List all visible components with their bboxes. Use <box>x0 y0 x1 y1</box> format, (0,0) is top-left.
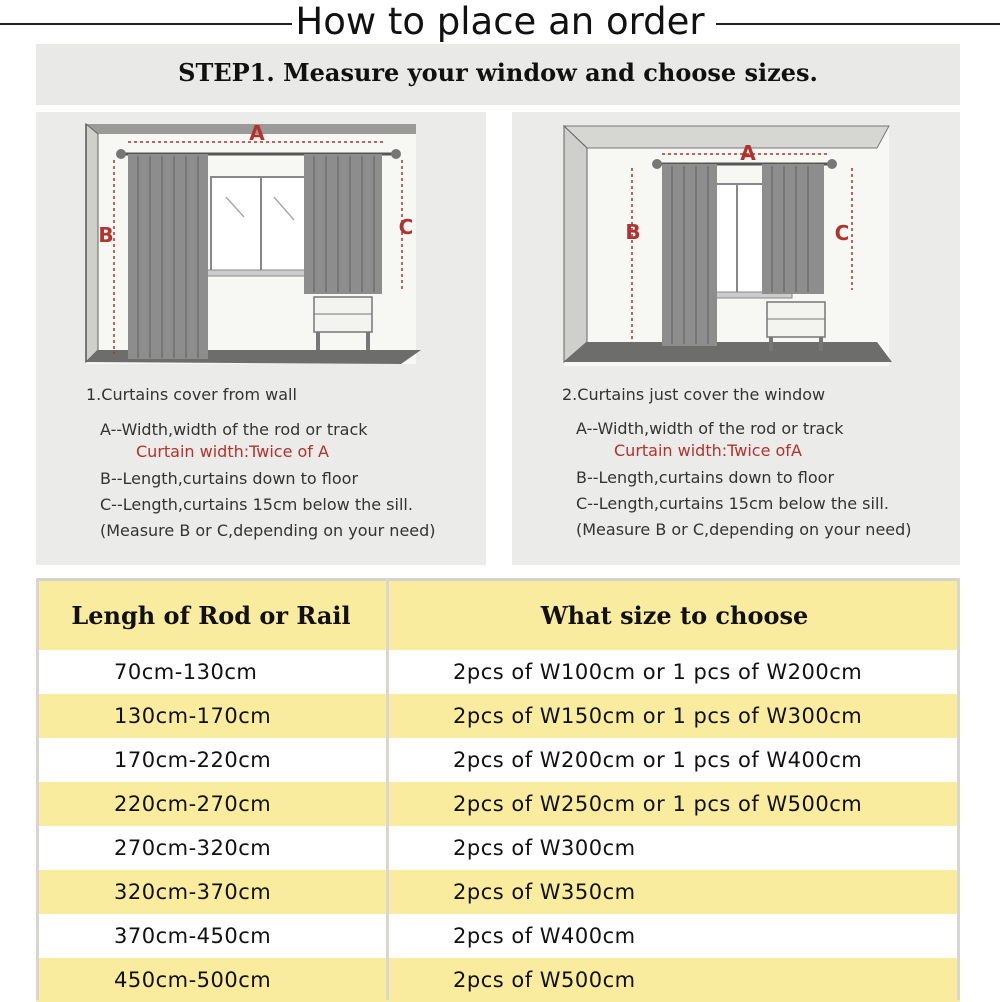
rod-length-cell: 370cm-450cm <box>114 924 272 948</box>
size-cell: 2pcs of W150cm or 1 pcs of W300cm <box>453 704 863 728</box>
size-table <box>36 578 960 1000</box>
label-a: A <box>740 141 756 165</box>
caption-line: (Measure B or C,depending on your need) <box>576 520 912 539</box>
table-column-divider <box>386 578 389 1000</box>
rod-length-cell: 450cm-500cm <box>114 968 272 992</box>
diagram-window-curtains <box>512 112 960 382</box>
step-banner <box>36 44 960 105</box>
size-cell: 2pcs of W400cm <box>453 924 636 948</box>
panel-heading: 1.Curtains cover from wall <box>86 385 297 404</box>
table-row <box>36 958 960 1002</box>
table-row <box>36 870 960 914</box>
table-row <box>36 826 960 870</box>
caption-line: B--Length,curtains down to floor <box>576 468 835 487</box>
label-b: B <box>98 223 114 247</box>
step-heading: STEP1. Measure your window and choose sizes. <box>178 58 818 87</box>
column-header-size: What size to choose <box>540 601 809 630</box>
caption-line: B--Length,curtains down to floor <box>100 469 359 488</box>
panel-heading: 2.Curtains just cover the window <box>562 385 826 404</box>
caption-line-highlight: Curtain width:Twice of A <box>136 442 329 461</box>
size-cell: 2pcs of W300cm <box>453 836 636 860</box>
rod-length-cell: 220cm-270cm <box>114 792 272 816</box>
table-border-right <box>957 578 960 1000</box>
size-cell: 2pcs of W500cm <box>453 968 636 992</box>
table-row <box>36 650 960 694</box>
rod-length-cell: 270cm-320cm <box>114 836 272 860</box>
caption-line: (Measure B or C,depending on your need) <box>100 521 436 540</box>
size-cell: 2pcs of W100cm or 1 pcs of W200cm <box>453 660 863 684</box>
label-b: B <box>625 220 641 244</box>
table-row <box>36 738 960 782</box>
column-header-rod-length: Lengh of Rod or Rail <box>71 601 351 630</box>
label-c: C <box>834 221 850 245</box>
table-header <box>36 578 960 650</box>
caption-line: C--Length,curtains 15cm below the sill. <box>576 494 889 513</box>
panel-cover-window <box>512 112 960 565</box>
table-row <box>36 914 960 958</box>
table-row <box>36 694 960 738</box>
rod-length-cell: 130cm-170cm <box>114 704 272 728</box>
title-rule-right <box>716 23 1000 25</box>
label-a: A <box>249 121 265 145</box>
size-cell: 2pcs of W250cm or 1 pcs of W500cm <box>453 792 863 816</box>
caption-line: A--Width,width of the rod or track <box>576 419 844 438</box>
label-c: C <box>398 215 414 239</box>
caption-line: A--Width,width of the rod or track <box>100 420 368 439</box>
table-row <box>36 782 960 826</box>
caption-line: C--Length,curtains 15cm below the sill. <box>100 495 413 514</box>
diagram-wall-curtains <box>36 112 486 382</box>
size-cell: 2pcs of W350cm <box>453 880 636 904</box>
caption-line-highlight: Curtain width:Twice ofA <box>614 441 802 460</box>
rod-length-cell: 70cm-130cm <box>114 660 258 684</box>
rod-length-cell: 170cm-220cm <box>114 748 272 772</box>
page-title: How to place an order <box>295 0 705 43</box>
size-cell: 2pcs of W200cm or 1 pcs of W400cm <box>453 748 863 772</box>
page-header <box>0 0 1000 48</box>
rod-length-cell: 320cm-370cm <box>114 880 272 904</box>
panel-cover-from-wall <box>36 112 486 565</box>
table-border-left <box>36 578 39 1000</box>
